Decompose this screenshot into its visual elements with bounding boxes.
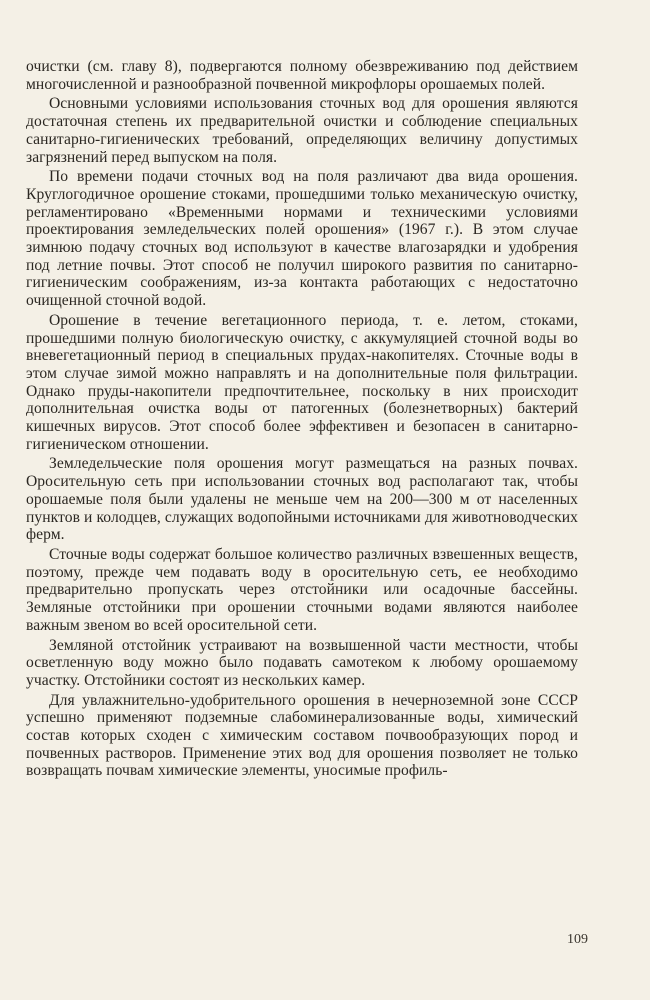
paragraph-3: По времени подачи сточных вод на поля различают два вида орошения. Круглогодичное орошение стоками, прошедшими только механическую очистку, регламентировано «Временными нормами и техническими условиями проектирования земледельческих полей орошения» (1967 г.). В этом случае зимнюю подачу сточных вод используют в качестве влагозарядки и удобрения под летние почвы. Этот способ не получил широкого развития по санитарно-гигиеническим соображениям, из-за контакта работающих с недостаточно очищенной сточной водой. [26, 168, 578, 310]
page-text [26, 58, 578, 782]
paragraph-8: Для увлажнительно-удобрительного орошения в нечерноземной зоне СССР успешно применяют подземные слабоминерализованные воды, химический состав которых сходен с химическим составом почвообразующих пород и почвенных растворов. Применение этих вод для орошения позволяет не только возвращать почвам химические элементы, уносимые профиль- [26, 691, 578, 780]
paragraph-2: Основными условиями использования сточных вод для орошения являются достаточная степень их предварительной очистки и соблюдение специальных санитарно-гигиенических требований, определяющих величину допустимых загрязнений перед выпуском на поля. [26, 95, 578, 166]
page-number: 109 [567, 932, 588, 947]
paragraph-5: Земледельческие поля орошения могут размещаться на разных почвах. Оросительную сеть при использовании сточных вод располагают так, чтобы орошаемые поля были удалены не меньше чем на 200—300 м от населенных пунктов и колодцев, служащих водопойными источниками для животноводческих ферм. [26, 455, 578, 544]
paragraph-7: Земляной отстойник устраивают на возвышенной части местности, чтобы осветленную воду можно было подавать самотеком к любому орошаемому участку. Отстойники состоят из нескольких камер. [26, 636, 578, 689]
paragraph-4: Орошение в течение вегетационного периода, т. е. летом, стоками, прошедшими полную биологическую очистку, с аккумуляцией сточной воды во вневегетационный период в специальных прудах-накопителях. Сточные воды в этом случае зимой можно направлять и на дополнительные поля фильтрации. Однако пруды-накопители предпочтительнее, поскольку в них происходит дополнительная очистка воды от патогенных (болезнетворных) бактерий кишечных вирусов. Этот способ более эффективен и безопасен в санитарно-гигиеническом отношении. [26, 311, 578, 453]
paragraph-6: Сточные воды содержат большое количество различных взвешенных веществ, поэтому, прежде чем подавать воду в оросительную сеть, ее необходимо предварительно пропускать через отстойники или осадочные бассейны. Земляные отстойники при орошении сточными водами являются наиболее важным звеном во всей оросительной сети. [26, 545, 578, 634]
paragraph-1: очистки (см. главу 8), подвергаются полному обезвреживанию под действием многочисленной и разнообразной почвенной микрофлоры орошаемых полей. [26, 58, 578, 93]
